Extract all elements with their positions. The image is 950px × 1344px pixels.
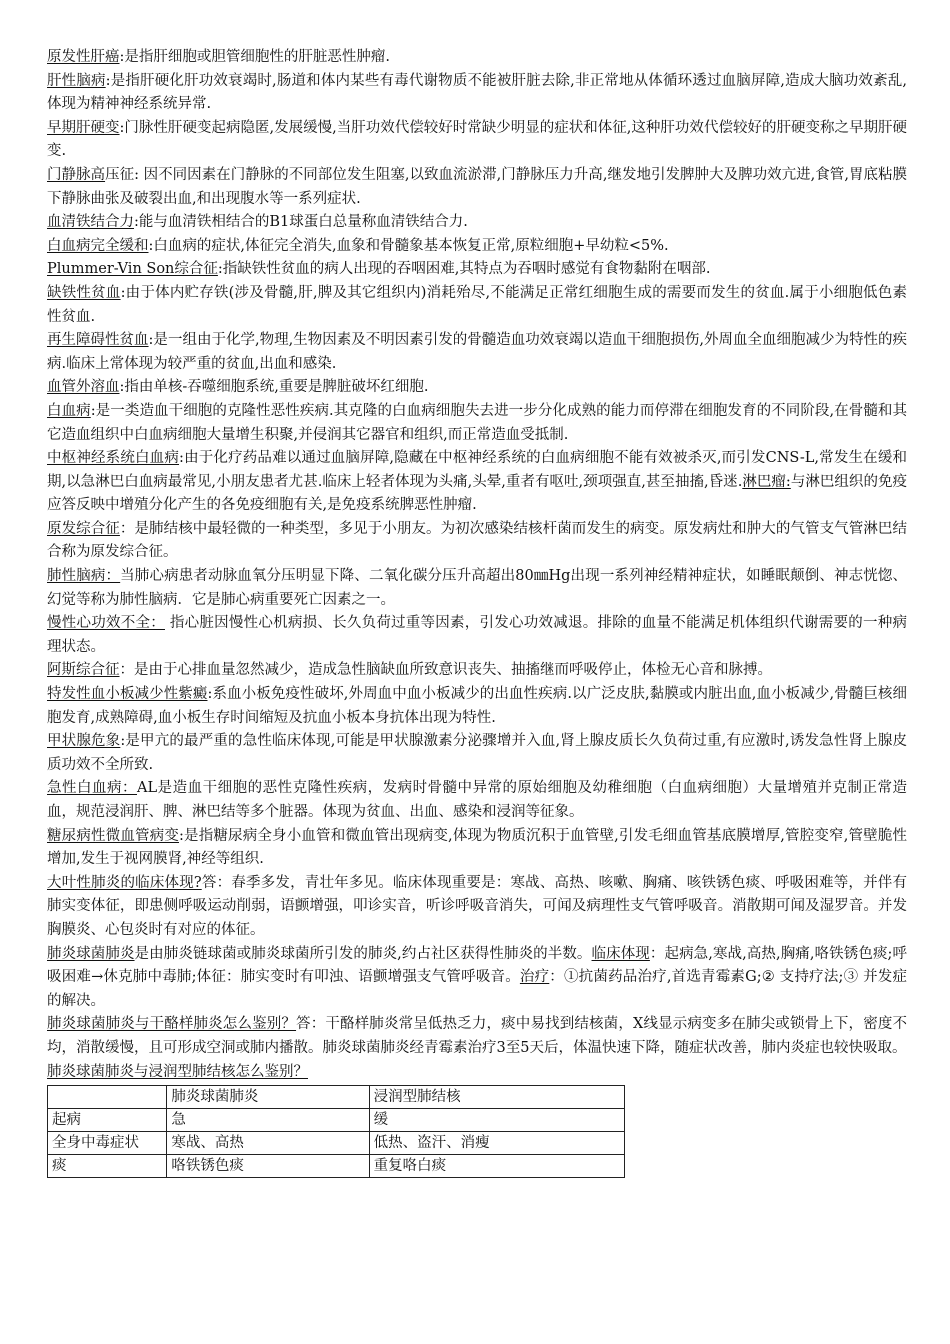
definition-term: 肺炎球菌肺炎: [47, 945, 135, 962]
definition-entry: [47, 1013, 907, 1060]
table-cell: 缓: [369, 1109, 624, 1132]
definition-term: 治疗: [519, 969, 550, 986]
definition-text: 答：春季多发，青壮年多见。临床体现重要是：寒战、高热、咳嗽、胸痛、咳铁锈色痰、呼吸困难等，并伴有肺实变体征，即患侧呼吸运动削弱，语颤增强，叩诊实音，听诊呼吸音消失，可闻及病理性支气管呼吸音。消散期可闻及湿罗音。并发胸膜炎、心包炎时有对应的体征。: [47, 874, 907, 938]
definition-text: :是一组由于化学,物理,生物因素及不明因素引发的骨髓造血功效衰竭以造血干细胞损伤,外周血全血细胞减少为特性的疾病.临床上常体现为较严重的贫血,出血和感染.: [47, 332, 908, 372]
definition-term: 甲状腺危象: [47, 733, 121, 750]
definition-entry: [47, 518, 907, 565]
definition-term: 再生障碍性贫血: [47, 332, 149, 349]
definition-text: :能与血清铁相结合的B1球蛋白总量称血清铁结合力.: [134, 214, 468, 231]
definition-entry: [47, 777, 907, 824]
definition-text: :是指糖尿病全身小血管和微血管出现病变,体现为物质沉积于血管壁,引发毛细血管基底膜增厚,管腔变窄,管壁脆性增加,发生于视网膜肾,神经等组织.: [47, 827, 907, 868]
definition-text: :系血小板免疫性破坏,外周血中血小板减少的出血性疾病.以广泛皮肤,黏膜或内脏出血,血小板减少,骨髓巨核细胞发育,成熟障碍,血小板生存时间缩短及抗血小板本身抗体出现为特性.: [47, 686, 908, 726]
definition-entry: [47, 258, 907, 282]
definition-term: 中枢神经系统白血病: [47, 450, 180, 467]
definition-term: 特发性血小板减少性紫癜: [47, 686, 208, 703]
definition-entry: [47, 376, 907, 400]
table-cell: 急: [167, 1109, 369, 1132]
definition-entry: [47, 282, 907, 329]
definition-text: :由于化疗药品难以通过血脑屏障,隐藏在中枢神经系统的白血病细胞不能有效被杀灭,而引发CNS-L,常发生在缓和期,以急淋巴白血病最常见,小朋友患者尤甚.临床上轻者体现为头痛,头晕,重者有呕吐,颈项强直,甚至抽搐,昏迷.: [47, 450, 908, 490]
definition-text: ：是由于心排血量忽然减少，造成急性脑缺血所致意识丧失、抽搐继而呼吸停止，体检无心音和脉搏。: [119, 662, 772, 679]
definition-entry: [47, 46, 907, 70]
table-cell: 寒战、高热: [167, 1132, 369, 1155]
definition-text: 是由肺炎链球菌或肺炎球菌所引发的肺炎,约占社区获得性肺炎的半数。: [134, 945, 592, 962]
table-cell: 起病: [48, 1109, 167, 1132]
definition-text: :由于体内贮存铁(涉及骨髓,肝,脾及其它组织内)消耗殆尽,不能满足正常红细胞生成的需要而发生的贫血.属于小细胞低色素性贫血.: [47, 284, 907, 325]
definition-entry: [47, 730, 907, 777]
definition-entry: [47, 825, 907, 872]
definition-term: 白血病完全缓和: [47, 237, 149, 254]
definition-term: 血清铁结合力: [47, 214, 134, 231]
table-header-cell: [48, 1086, 167, 1109]
table-header-row: [48, 1086, 625, 1109]
definition-entry: [47, 164, 907, 211]
definition-entry: [47, 329, 907, 376]
definition-term: 白血病: [47, 402, 91, 419]
definition-term: 肺性脑病：: [47, 568, 121, 585]
definition-text: AL是造血干细胞的恶性克隆性疾病，发病时骨髓中异常的原始细胞及幼稚细胞（白血病细胞）大量增殖并克制正常造血，规范浸润肝、脾、淋巴结等多个脏器。体现为贫血、出血、感染和浸润等征象。: [47, 780, 907, 820]
definition-text: ：①抗菌药品治疗,首选青霉素G;② 支持疗法;③ 并发症的解决。: [47, 969, 907, 1009]
definition-entry: [47, 117, 907, 164]
definition-term: Plummer-Vin Son综合征: [47, 261, 218, 278]
definition-list: [47, 46, 907, 1061]
definition-term: 肺炎球菌肺炎与干酪样肺炎怎么鉴别？: [47, 1016, 297, 1033]
definition-text: :是一类造血干细胞的克隆性恶性疾病.其克隆的白血病细胞失去进一步分化成熟的能力而停滞在细胞发育的不同阶段,在骨髓和其它造血组织中白血病细胞大量增生积聚,并侵润其它器官和组织,而正常造血受抵制.: [47, 402, 907, 443]
definition-text: 答：干酪样肺炎常呈低热乏力，痰中易找到结核菌，X线显示病变多在肺尖或锁骨上下，密度不均，消散缓慢，且可形成空洞或肺内播散。肺炎球菌肺炎经青霉素治疗3至5天后，体温快速下降，随症状改善，肺内炎症也较快吸取。: [47, 1016, 907, 1056]
definition-entry: [47, 659, 907, 683]
definition-entry: [47, 235, 907, 259]
definition-text: :白血病的症状,体征完全消失,血象和骨髓象基本恢复正常,原粒细胞+早幼粒<5%.: [148, 237, 669, 254]
table-title: 肺炎球菌肺炎与浸润型肺结核怎么鉴别？: [47, 1063, 308, 1080]
definition-text: :是指肝硬化肝功效衰竭时,肠道和体内某些有毒代谢物质不能被肝脏去除,非正常地从体循环透过血脑屏障,造成大脑功效紊乱,体现为精神神经系统异常.: [47, 72, 907, 113]
definition-term: 原发性肝癌: [47, 49, 120, 65]
definition-term: 淋巴瘤:: [742, 473, 791, 490]
definition-term: 阿斯综合征: [47, 662, 120, 679]
comparison-table: [47, 1085, 625, 1178]
definition-term: 缺铁性贫血: [47, 284, 121, 301]
table-cell: 低热、盗汗、消瘦: [369, 1132, 624, 1155]
table-header-cell: 肺炎球菌肺炎: [167, 1086, 369, 1109]
table-cell: 重复咯白痰: [369, 1155, 624, 1178]
definition-text: ：起病急,寒战,高热,胸痛,咯铁锈色痰;呼吸困难→休克肺中毒肺;体征：肺实变时有叩浊、语颤增强支气管呼吸音。: [47, 945, 908, 986]
definition-text: :是甲亢的最严重的急性临床体现,可能是甲状腺激素分泌骤增并入血,肾上腺皮质长久负荷过重,有应激时,诱发急性肾上腺皮质功效不全所致.: [47, 733, 907, 773]
definition-text: :门脉性肝硬变起病隐匿,发展缓慢,当肝功效代偿较好时常缺少明显的症状和体征,这种肝功效代偿较好的肝硬变称之早期肝硬变.: [47, 119, 907, 160]
document-page: [47, 46, 907, 1178]
table-cell: 咯铁锈色痰: [167, 1155, 369, 1178]
table-row: [48, 1155, 625, 1178]
definition-entry: [47, 447, 907, 518]
definition-text: ：是肺结核中最轻微的一种类型，多见于小朋友。为初次感染结核杆菌而发生的病变。原发病灶和肿大的气管支气管淋巴结合称为原发综合征。: [47, 520, 907, 561]
definition-text: :是指肝细胞或胆管细胞性的肝脏恶性肿瘤.: [119, 49, 390, 65]
definition-term: 急性白血病：: [47, 780, 137, 797]
definition-text: 与淋巴组织的免疫应答反映中增殖分化产生的各免疫细胞有关,是免疫系统脾恶性肿瘤.: [47, 473, 908, 514]
definition-entry: [47, 565, 907, 612]
definition-entry: [47, 400, 907, 447]
definition-term: 门静脉高: [47, 166, 106, 183]
definition-text: :指缺铁性贫血的病人出现的吞咽困难,其特点为吞咽时感觉有食物黏附在咽部.: [217, 261, 711, 278]
definition-term: 原发综合征: [47, 520, 120, 537]
definition-text: 当肺心病患者动脉血氧分压明显下降、二氧化碳分压升高超出80㎜Hg出现一系列神经精神症状，如睡眠颠倒、神志恍惚、幻觉等称为肺性脑病．它是肺心病重要死亡因素之一。: [47, 568, 908, 608]
definition-text: 压征: 因不同因素在门静脉的不同部位发生阻塞,以致血流淤滞,门静脉压力升高,继发地引发脾肿大及脾功效亢进,食管,胃底粘膜下静脉曲张及破裂出血,和出现腹水等一系列症状.: [47, 166, 907, 207]
definition-text: 指心脏因慢性心机病损、长久负荷过重等因素，引发心功效减退。排除的血量不能满足机体组织代谢需要的一种病理状态。: [47, 615, 907, 655]
definition-term: 糖尿病性微血管病变: [47, 827, 179, 844]
definition-term: 大叶性肺炎的临床体现?: [47, 874, 202, 891]
definition-entry: [47, 683, 907, 730]
definition-entry: [47, 70, 907, 117]
table-row: [48, 1132, 625, 1155]
definition-term: 血管外溶血: [47, 379, 120, 396]
table-row: [48, 1109, 625, 1132]
definition-term: 肝性脑病: [47, 72, 106, 89]
table-header-cell: 浸润型肺结核: [369, 1086, 624, 1109]
table-cell: 痰: [48, 1155, 167, 1178]
table-cell: 全身中毒症状: [48, 1132, 167, 1155]
definition-term: 早期肝硬变: [47, 119, 120, 136]
definition-entry: [47, 872, 907, 943]
definition-term: 临床体现: [591, 945, 650, 962]
definition-entry: [47, 612, 907, 659]
definition-term: 慢性心功效不全：: [47, 615, 165, 632]
definition-entry: [47, 943, 907, 1014]
definition-text: :指由单核-吞噬细胞系统,重要是脾脏破坏红细胞.: [119, 379, 429, 396]
definition-entry: [47, 211, 907, 235]
